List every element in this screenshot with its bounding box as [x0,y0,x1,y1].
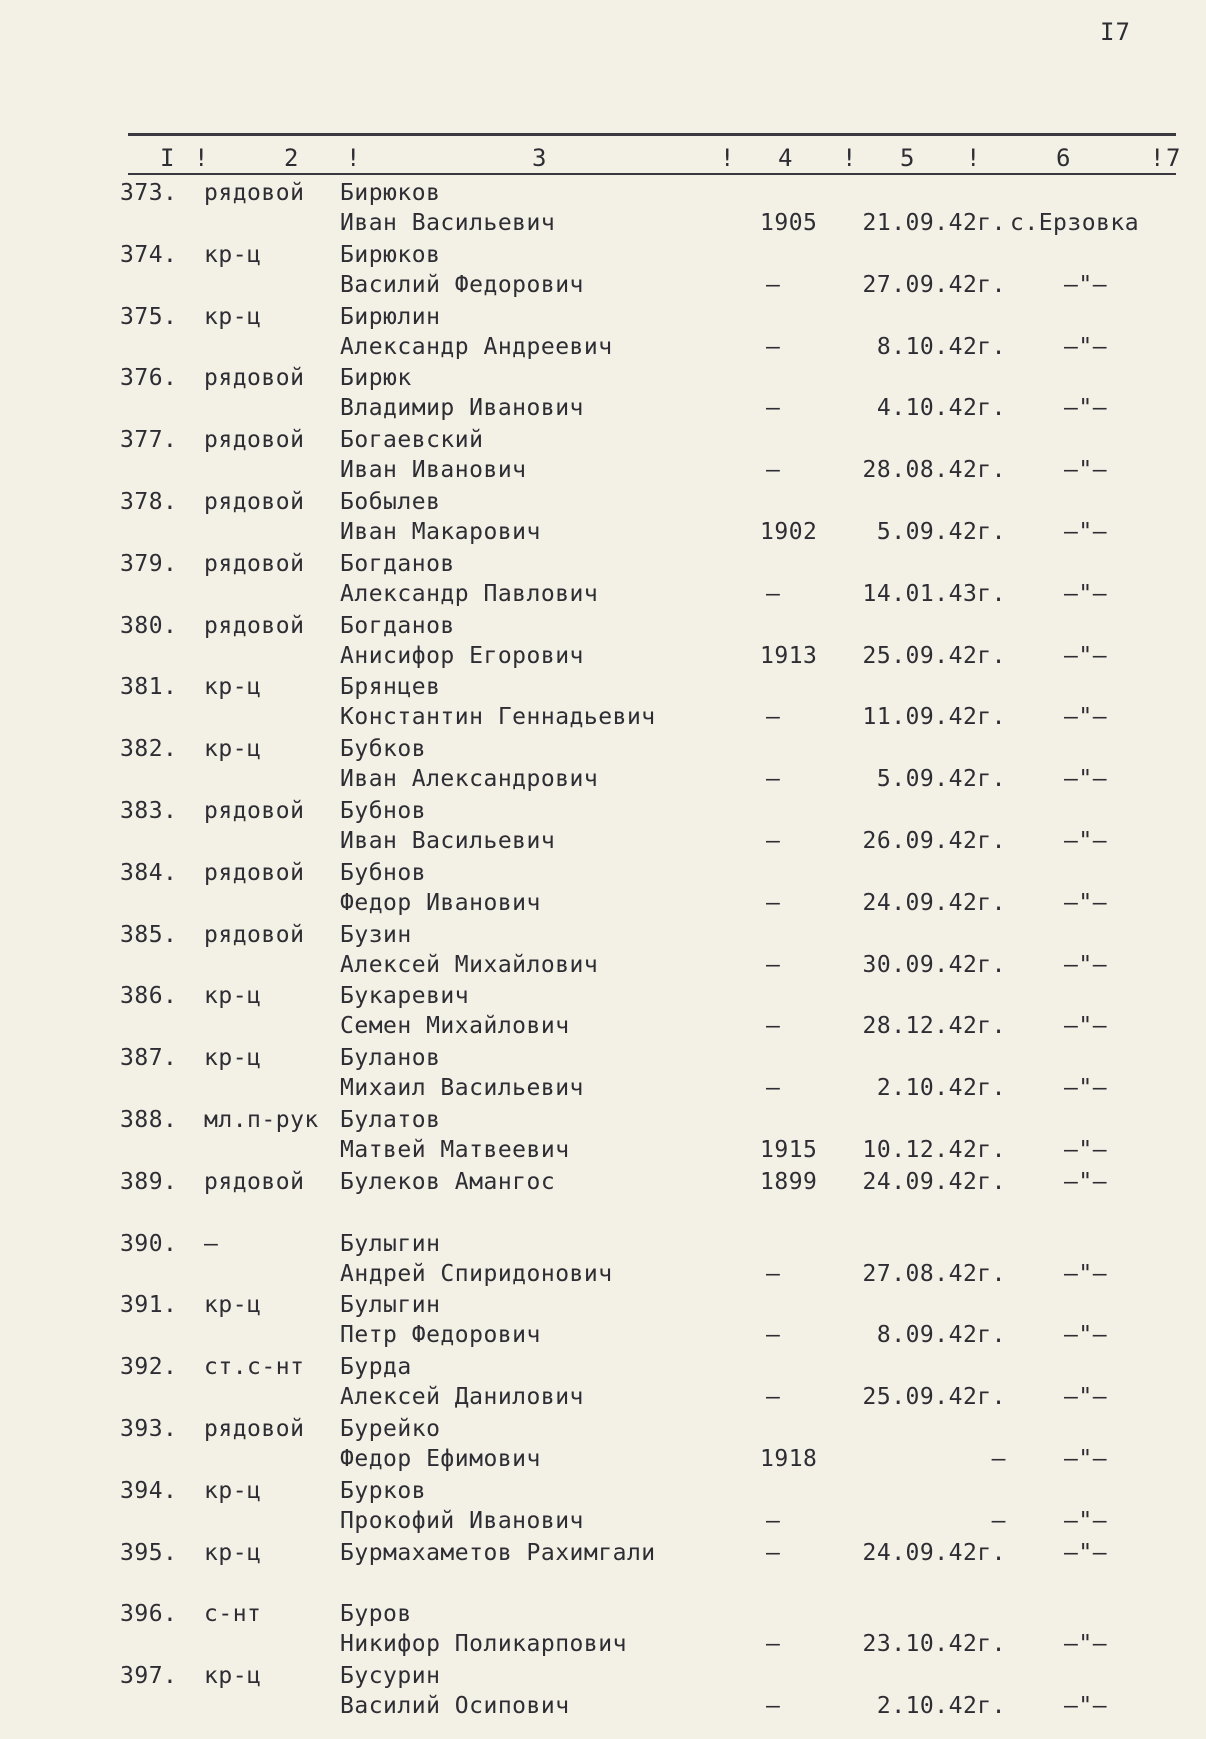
table-row [0,613,1206,675]
record-given-names: Иван Макарович [340,519,541,545]
table-row [0,1540,1206,1602]
record-place: с.Ерзовка [1010,210,1140,236]
record-death-date: 8.09.42г. [876,1322,1006,1348]
record-surname: Бубнов [340,798,427,824]
record-birth-year: – [766,457,781,483]
record-place: –"– [1064,1384,1108,1410]
record-surname: Бирюк [340,365,412,391]
table-row [0,304,1206,366]
record-birth-year: – [766,334,781,360]
record-birth-year: 1913 [760,643,818,669]
record-given-names: Никифор Поликарпович [340,1631,627,1657]
record-number: 377. [120,427,178,453]
table-row [0,365,1206,427]
record-birth-year: – [766,1322,781,1348]
table-row [0,1231,1206,1293]
record-number: 383. [120,798,178,824]
record-death-date: 28.12.42г. [862,1013,1006,1039]
record-death-date: 2.10.42г. [876,1693,1006,1719]
record-birth-year: – [766,581,781,607]
record-birth-year: – [766,766,781,792]
record-surname: Булыгин [340,1231,441,1257]
column-separator: ! [720,144,735,172]
record-given-names: Александр Павлович [340,581,599,607]
record-death-date: 5.09.42г. [876,766,1006,792]
record-rank: рядовой [204,1169,305,1195]
record-surname: Бузин [340,922,412,948]
record-death-date: 28.08.42г. [862,457,1006,483]
record-surname: Буланов [340,1045,441,1071]
record-birth-year: – [766,1693,781,1719]
record-rank: кр-ц [204,242,262,268]
record-given-names: Константин Геннадьевич [340,704,656,730]
record-death-date: 2.10.42г. [876,1075,1006,1101]
record-death-date: 23.10.42г. [862,1631,1006,1657]
record-birth-year: – [766,952,781,978]
record-rank: ст.с-нт [204,1354,305,1380]
table-row [0,922,1206,984]
record-rank: рядовой [204,180,305,206]
record-place: –"– [1064,581,1108,607]
column-separator: ! [1150,144,1165,172]
record-given-names: Василий Осипович [340,1693,570,1719]
table-row [0,860,1206,922]
record-death-date: 11.09.42г. [862,704,1006,730]
record-number: 374. [120,242,178,268]
record-rank: рядовой [204,427,305,453]
record-surname: Бусурин [340,1663,441,1689]
column-header-6: 6 [1056,144,1071,172]
record-birth-year: – [766,1508,781,1534]
record-place: –"– [1064,1631,1108,1657]
record-given-names: Матвей Матвеевич [340,1137,570,1163]
record-death-date: 4.10.42г. [876,395,1006,421]
record-number: 386. [120,983,178,1009]
record-rank: кр-ц [204,1292,262,1318]
record-birth-year: – [766,1631,781,1657]
record-death-date: 5.09.42г. [876,519,1006,545]
record-surname: Богаевский [340,427,484,453]
record-number: 397. [120,1663,178,1689]
table-row [0,1663,1206,1725]
record-place: –"– [1064,334,1108,360]
table-row [0,736,1206,798]
record-birth-year: – [766,704,781,730]
record-death-date: 24.09.42г. [862,1540,1006,1566]
record-place: –"– [1064,890,1108,916]
table-row [0,1292,1206,1354]
record-rank: кр-ц [204,1540,262,1566]
table-row [0,242,1206,304]
record-number: 389. [120,1169,178,1195]
record-surname: Бирюков [340,180,441,206]
header-bottom-rule [128,173,1176,175]
record-birth-year: 1918 [760,1446,818,1472]
record-given-names: Алексей Михайлович [340,952,599,978]
table-row [0,674,1206,736]
record-place: –"– [1064,1137,1108,1163]
record-death-date: 25.09.42г. [862,1384,1006,1410]
record-given-names: Андрей Спиридонович [340,1261,613,1287]
record-surname: Брянцев [340,674,441,700]
record-place: –"– [1064,457,1108,483]
record-given-names: Владимир Иванович [340,395,584,421]
column-header-2: 2 [284,144,299,172]
record-given-names: Алексей Данилович [340,1384,584,1410]
table-row [0,798,1206,860]
record-number: 395. [120,1540,178,1566]
record-rank: рядовой [204,922,305,948]
record-rank: рядовой [204,798,305,824]
record-surname: Бурейко [340,1416,441,1442]
record-rank: кр-ц [204,304,262,330]
record-surname: Бирюков [340,242,441,268]
record-number: 388. [120,1107,178,1133]
record-given-names: Александр Андреевич [340,334,613,360]
page-number: I7 [1100,18,1131,46]
record-number: 391. [120,1292,178,1318]
table-row [0,1354,1206,1416]
record-birth-year: – [766,890,781,916]
table-row [0,427,1206,489]
record-death-date: 24.09.42г. [862,1169,1006,1195]
record-number: 396. [120,1601,178,1627]
record-given-names: Анисифор Егорович [340,643,584,669]
record-birth-year: – [766,1013,781,1039]
record-number: 378. [120,489,178,515]
record-death-date: – [991,1446,1006,1472]
record-given-names: Иван Васильевич [340,828,556,854]
record-rank: кр-ц [204,1045,262,1071]
record-death-date: 30.09.42г. [862,952,1006,978]
record-place: –"– [1064,643,1108,669]
record-surname: Буров [340,1601,412,1627]
table-row [0,1107,1206,1169]
column-header-7: 7 [1166,144,1181,172]
record-death-date: 14.01.43г. [862,581,1006,607]
table-row [0,1478,1206,1540]
record-place: –"– [1064,704,1108,730]
record-place: –"– [1064,519,1108,545]
record-number: 394. [120,1478,178,1504]
header-top-rule [128,133,1176,136]
record-birth-year: 1902 [760,519,818,545]
record-surname: Богданов [340,551,455,577]
record-given-names: Петр Федорович [340,1322,541,1348]
record-rank: кр-ц [204,983,262,1009]
record-number: 373. [120,180,178,206]
record-place: –"– [1064,952,1108,978]
record-number: 380. [120,613,178,639]
record-death-date: 10.12.42г. [862,1137,1006,1163]
record-place: –"– [1064,1169,1108,1195]
record-death-date: 8.10.42г. [876,334,1006,360]
record-place: –"– [1064,272,1108,298]
record-given-names: Прокофий Иванович [340,1508,584,1534]
table-row [0,983,1206,1045]
record-birth-year: – [766,828,781,854]
record-place: –"– [1064,1693,1108,1719]
record-number: 390. [120,1231,178,1257]
record-surname: Богданов [340,613,455,639]
table-row [0,1169,1206,1231]
record-given-names: Федор Ефимович [340,1446,541,1472]
record-rank: рядовой [204,613,305,639]
table-row [0,551,1206,613]
column-header-5: 5 [900,144,915,172]
record-rank: с-нт [204,1601,262,1627]
record-number: 387. [120,1045,178,1071]
record-number: 385. [120,922,178,948]
record-place: –"– [1064,828,1108,854]
record-rank: кр-ц [204,1478,262,1504]
record-surname: Булеков Амангос [340,1169,556,1195]
record-given-names: Федор Иванович [340,890,541,916]
column-separator: ! [966,144,981,172]
record-number: 379. [120,551,178,577]
record-surname: Бирюлин [340,304,441,330]
record-place: –"– [1064,1540,1108,1566]
record-birth-year: – [766,1384,781,1410]
record-place: –"– [1064,1508,1108,1534]
record-rank: рядовой [204,551,305,577]
record-rank: кр-ц [204,674,262,700]
table-row [0,180,1206,242]
record-birth-year: – [766,395,781,421]
record-surname: Булыгин [340,1292,441,1318]
record-given-names: Василий Федорович [340,272,584,298]
record-surname: Бобылев [340,489,441,515]
record-death-date: – [991,1508,1006,1534]
record-given-names: Семен Михайлович [340,1013,570,1039]
record-death-date: 24.09.42г. [862,890,1006,916]
record-rank: рядовой [204,1416,305,1442]
record-death-date: 25.09.42г. [862,643,1006,669]
column-separator: ! [194,144,209,172]
record-given-names: Иван Васильевич [340,210,556,236]
table-row [0,1601,1206,1663]
record-place: –"– [1064,1322,1108,1348]
record-number: 376. [120,365,178,391]
record-surname: Букаревич [340,983,470,1009]
record-given-names: Михаил Васильевич [340,1075,584,1101]
record-rank: рядовой [204,489,305,515]
record-rank: мл.п-рук [204,1107,319,1133]
column-header-3: 3 [532,144,547,172]
record-death-date: 27.08.42г. [862,1261,1006,1287]
record-surname: Бурда [340,1354,412,1380]
record-birth-year: – [766,272,781,298]
record-number: 375. [120,304,178,330]
record-surname: Булатов [340,1107,441,1133]
record-surname: Бубнов [340,860,427,886]
record-death-date: 26.09.42г. [862,828,1006,854]
record-surname: Бурмахаметов Рахимгали [340,1540,656,1566]
record-number: 381. [120,674,178,700]
record-rank: рядовой [204,365,305,391]
record-given-names: Иван Александрович [340,766,599,792]
record-place: –"– [1064,1075,1108,1101]
record-rank: рядовой [204,860,305,886]
record-place: –"– [1064,1013,1108,1039]
record-number: 384. [120,860,178,886]
column-separator: ! [346,144,361,172]
column-header-4: 4 [778,144,793,172]
record-place: –"– [1064,766,1108,792]
table-row [0,1045,1206,1107]
record-number: 392. [120,1354,178,1380]
record-place: –"– [1064,1446,1108,1472]
record-death-date: 27.09.42г. [862,272,1006,298]
record-rank: кр-ц [204,1663,262,1689]
column-separator: ! [842,144,857,172]
record-rank: – [204,1231,219,1257]
record-number: 393. [120,1416,178,1442]
table-row [0,489,1206,551]
record-death-date: 21.09.42г. [862,210,1006,236]
record-surname: Бубков [340,736,427,762]
record-given-names: Иван Иванович [340,457,527,483]
table-row [0,1416,1206,1478]
record-place: –"– [1064,395,1108,421]
column-header-1: I [160,144,175,172]
record-number: 382. [120,736,178,762]
record-birth-year: 1899 [760,1169,818,1195]
record-birth-year: – [766,1075,781,1101]
record-surname: Бурков [340,1478,427,1504]
record-birth-year: – [766,1540,781,1566]
record-birth-year: – [766,1261,781,1287]
record-rank: кр-ц [204,736,262,762]
record-birth-year: 1915 [760,1137,818,1163]
record-birth-year: 1905 [760,210,818,236]
record-place: –"– [1064,1261,1108,1287]
